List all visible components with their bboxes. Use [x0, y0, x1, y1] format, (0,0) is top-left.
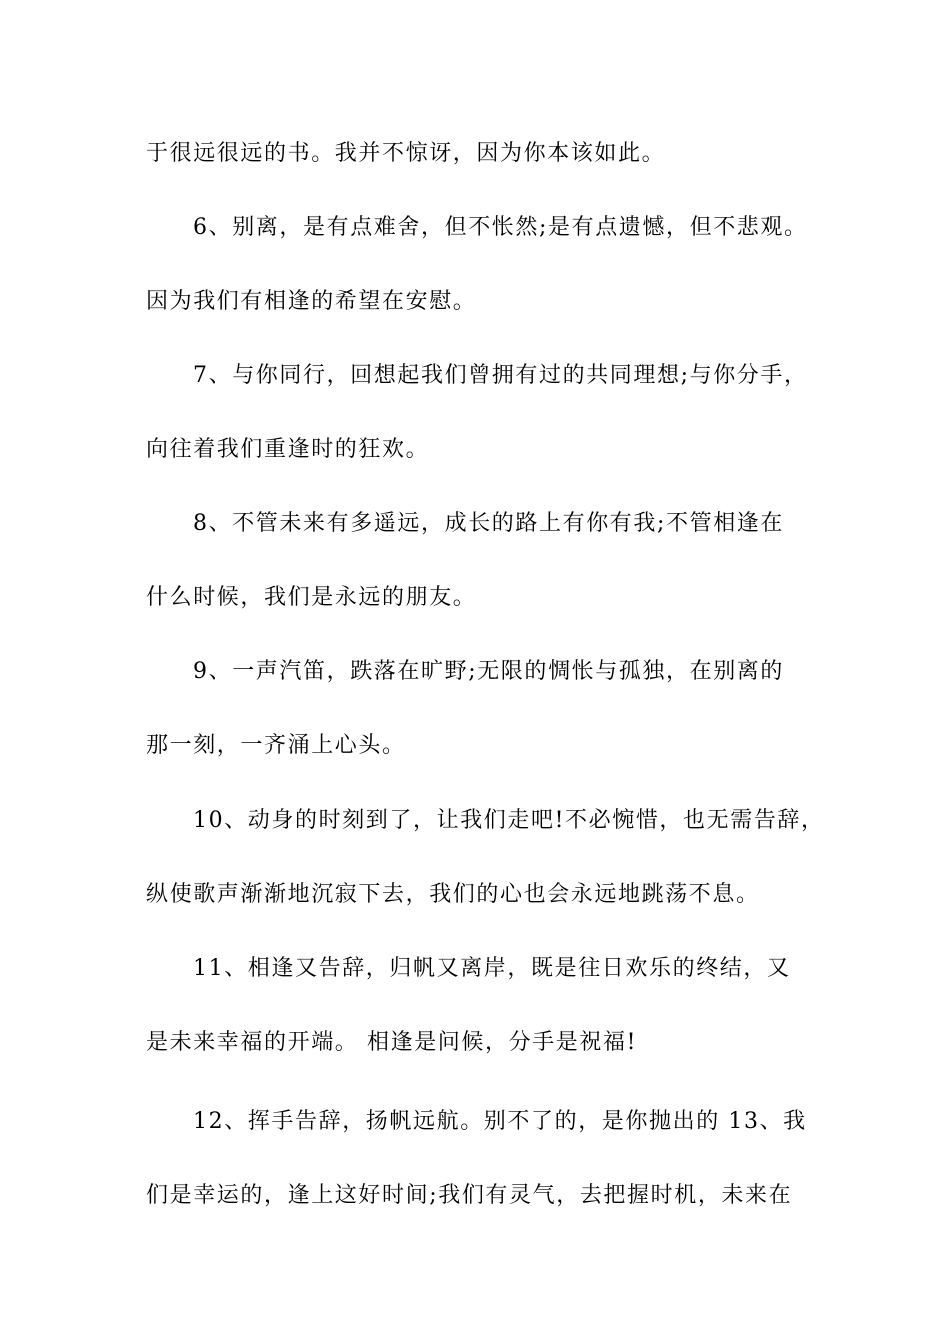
text-line: 8、不管未来有多遥远，成长的路上有你有我;不管相逢在 — [193, 511, 785, 536]
text-line: 6、别离，是有点难舍，但不怅然;是有点遗憾，但不悲观。 — [193, 215, 808, 240]
text-line: 11、相逢又告辞，归帆又离岸，既是往日欢乐的终结，又 — [193, 956, 791, 981]
text-line: 向往着我们重逢时的狂欢。 — [146, 437, 430, 462]
text-line: 们是幸运的，逢上这好时间;我们有灵气，去把握时机，未来在 — [146, 1183, 793, 1208]
text-line: 于很远很远的书。我并不惊讶，因为你本该如此。 — [146, 141, 666, 166]
text-line: 9、一声汽笛，跌落在旷野;无限的惆怅与孤独，在别离的 — [193, 659, 785, 684]
text-line: 纵使歌声渐渐地沉寂下去，我们的心也会永远地跳荡不息。 — [146, 882, 760, 907]
text-line: 因为我们有相逢的希望在安慰。 — [146, 289, 477, 314]
text-line: 那一刻，一齐涌上心头。 — [146, 733, 406, 758]
text-line: 是未来幸福的开端。 相逢是问候，分手是祝福! — [146, 1030, 638, 1055]
text-line: 什么时候，我们是永远的朋友。 — [146, 585, 477, 610]
text-line: 10、动身的时刻到了，让我们走吧!不必惋惜，也无需告辞， — [193, 808, 825, 833]
text-line: 7、与你同行，回想起我们曾拥有过的共同理想;与你分手， — [193, 363, 808, 388]
text-line: 12、挥手告辞，扬帆远航。别不了的，是你抛出的 13、我 — [193, 1109, 807, 1134]
